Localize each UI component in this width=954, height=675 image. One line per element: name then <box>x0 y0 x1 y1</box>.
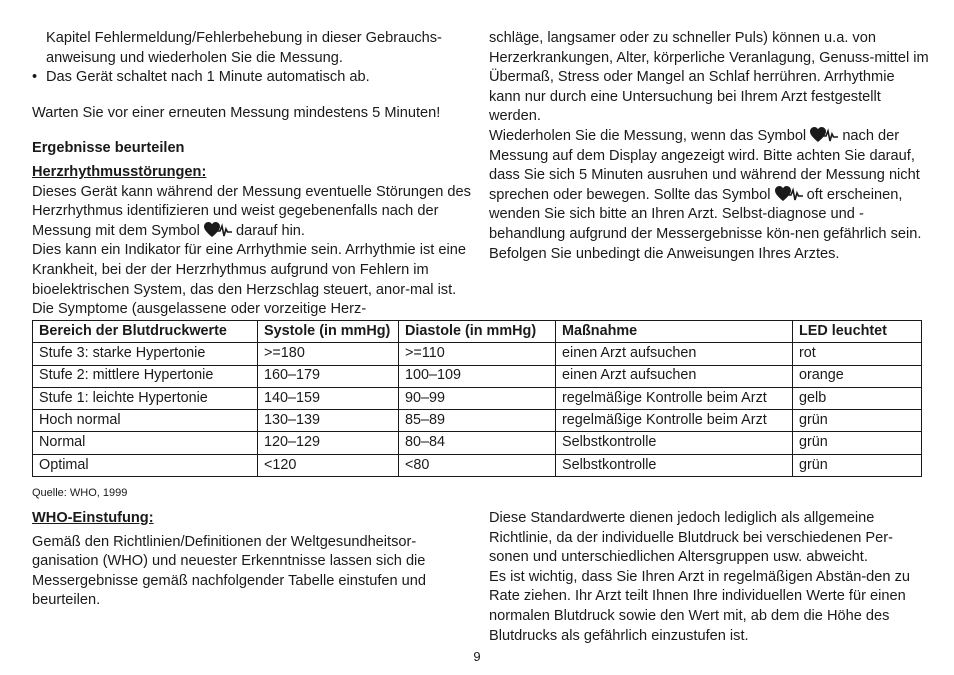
who-section <box>32 509 452 611</box>
bullet-dot: • <box>32 69 38 86</box>
header-led: LED leuchtet <box>793 321 922 343</box>
who-paragraph: Gemäß den Richtlinien/Definitionen der Weltgesundheitsor-ganisation (WHO) und neuester Erkenntnisse lassen sich die Messergebnisse gemäß nachfolgender Tabelle einstufen und beurteilen. <box>32 533 427 609</box>
header-diastole: Diastole (in mmHg) <box>399 321 556 343</box>
table-row <box>33 432 922 454</box>
heart-pulse-icon <box>204 222 232 238</box>
header-range: Bereich der Blutdruckwerte <box>33 321 258 343</box>
table-row <box>33 365 922 387</box>
cell-led: orange <box>793 365 922 387</box>
cell-led: grün <box>793 432 922 454</box>
cell-diastole: 90–99 <box>399 387 556 409</box>
arrhythmia-heading: Herzrhythmusstörungen: <box>32 163 207 180</box>
repeat-text-a: Wiederholen Sie die Messung, wenn das Symbol <box>489 127 807 144</box>
repeat-text-c: oft erscheinen, wenden Sie sich bitte an Ihren Arzt. Selbst-diagnose und -behandlung aufgrund der Messergebnisse kön-nen gefährlich sein. Befolgen Sie unbedingt die Anweisungen Ihres Arztes. <box>489 186 922 262</box>
who-heading: WHO-Einstufung: <box>32 510 154 526</box>
arrhythmia-text-b: darauf hin. <box>236 222 305 239</box>
cell-range: Optimal <box>33 454 258 476</box>
repeat-paragraph <box>489 127 929 264</box>
arrhythmia-paragraph-2: Dies kann ein Indikator für eine Arrhythmie sein. Arrhythmie ist eine Krankheit, bei der der Herzrhythmus aufgrund von Fehlern im bioelektrischen System, das den Herzschlag steuert, anor-mal ist. Die Symptome (ausgelassene oder vorzeitige Herz- <box>32 242 466 318</box>
intro-line-1: Kapitel Fehlermeldung/Fehlerbehebung in dieser Gebrauchs- <box>46 30 442 46</box>
cell-led: gelb <box>793 387 922 409</box>
arrhythmia-paragraph-1 <box>32 183 472 242</box>
wait-notice: Warten Sie vor einer erneuten Messung mindestens 5 Minuten! <box>32 104 441 121</box>
standard-values-section <box>489 509 929 646</box>
cell-led: grün <box>793 410 922 432</box>
page-number: 9 <box>473 649 481 664</box>
cell-range: Normal <box>33 432 258 454</box>
cell-systole: >=180 <box>258 343 399 365</box>
cell-range: Stufe 1: leichte Hypertonie <box>33 387 258 409</box>
intro-line-2: anweisung und wiederholen Sie die Messung. <box>46 49 343 66</box>
cell-measure: Selbstkontrolle <box>556 454 793 476</box>
cell-led: rot <box>793 343 922 365</box>
cell-measure: regelmäßige Kontrolle beim Arzt <box>556 410 793 432</box>
cell-measure: regelmäßige Kontrolle beim Arzt <box>556 387 793 409</box>
left-column <box>32 29 472 320</box>
symptoms-paragraph: schläge, langsamer oder zu schneller Puls) können u.a. von Herzerkrankungen, Alter, körperliche Veranlagung, Genuss-mittel im Übermaß, Stress oder Mangel an Schlaf herrühren. Arrhythmie kann nur durch eine Untersuchung bei Ihrem Arzt festgestellt werden. <box>489 30 929 125</box>
arrhythmia-text-a: Dieses Gerät kann während der Messung eventuelle Störungen des Herzrhythmus identifizieren und weist gegebenenfalls nach der Messung mit dem Symbol <box>32 183 471 239</box>
repeat-text-b: nach der Messung auf dem Display angezeigt wird. Bitte achten Sie darauf, dass Sie sich 5 Minuten ausruhen und während der Messung nicht sprechen oder bewegen. Sollte das Symbol <box>489 127 920 203</box>
cell-measure: einen Arzt aufsuchen <box>556 365 793 387</box>
header-measure: Maßnahme <box>556 321 793 343</box>
cell-diastole: 85–89 <box>399 410 556 432</box>
header-systole: Systole (in mmHg) <box>258 321 399 343</box>
cell-led: grün <box>793 454 922 476</box>
cell-systole: 120–129 <box>258 432 399 454</box>
cell-diastole: >=110 <box>399 343 556 365</box>
cell-systole: 160–179 <box>258 365 399 387</box>
cell-range: Stufe 3: starke Hypertonie <box>33 343 258 365</box>
cell-measure: einen Arzt aufsuchen <box>556 343 793 365</box>
right-column <box>489 29 929 264</box>
cell-diastole: 80–84 <box>399 432 556 454</box>
cell-measure: Selbstkontrolle <box>556 432 793 454</box>
blood-pressure-table <box>32 320 922 477</box>
table-header-row <box>33 321 922 343</box>
auto-off-text: Das Gerät schaltet nach 1 Minute automatisch ab. <box>46 69 370 86</box>
cell-diastole: 100–109 <box>399 365 556 387</box>
heart-pulse-icon <box>775 186 803 202</box>
cell-systole: 130–139 <box>258 410 399 432</box>
table-row <box>33 387 922 409</box>
table-row <box>33 410 922 432</box>
cell-diastole: <80 <box>399 454 556 476</box>
cell-systole: 140–159 <box>258 387 399 409</box>
heart-pulse-icon <box>810 127 838 143</box>
cell-range: Hoch normal <box>33 410 258 432</box>
doctor-advice-paragraph: Es ist wichtig, dass Sie Ihren Arzt in regelmäßigen Abstän-den zu Rate ziehen. Ihr Arzt teilt Ihnen Ihre individuellen Werte für einen normalen Blutdruck sowie den Wert mit, ab dem die Höhe des Blutdrucks als gefährlich einzustufen ist. <box>489 568 910 644</box>
results-heading: Ergebnisse beurteilen <box>32 140 185 157</box>
standard-values-paragraph: Diese Standardwerte dienen jedoch lediglich als allgemeine Richtlinie, da der individuelle Blutdruck bei verschiedenen Per-sonen und unterschiedlichen Altersgruppen usw. abweicht. <box>489 510 893 566</box>
table-source: Quelle: WHO, 1999 <box>32 487 128 499</box>
auto-off-bullet <box>32 68 472 88</box>
table-row <box>33 343 922 365</box>
cell-systole: <120 <box>258 454 399 476</box>
table-row <box>33 454 922 476</box>
cell-range: Stufe 2: mittlere Hypertonie <box>33 365 258 387</box>
